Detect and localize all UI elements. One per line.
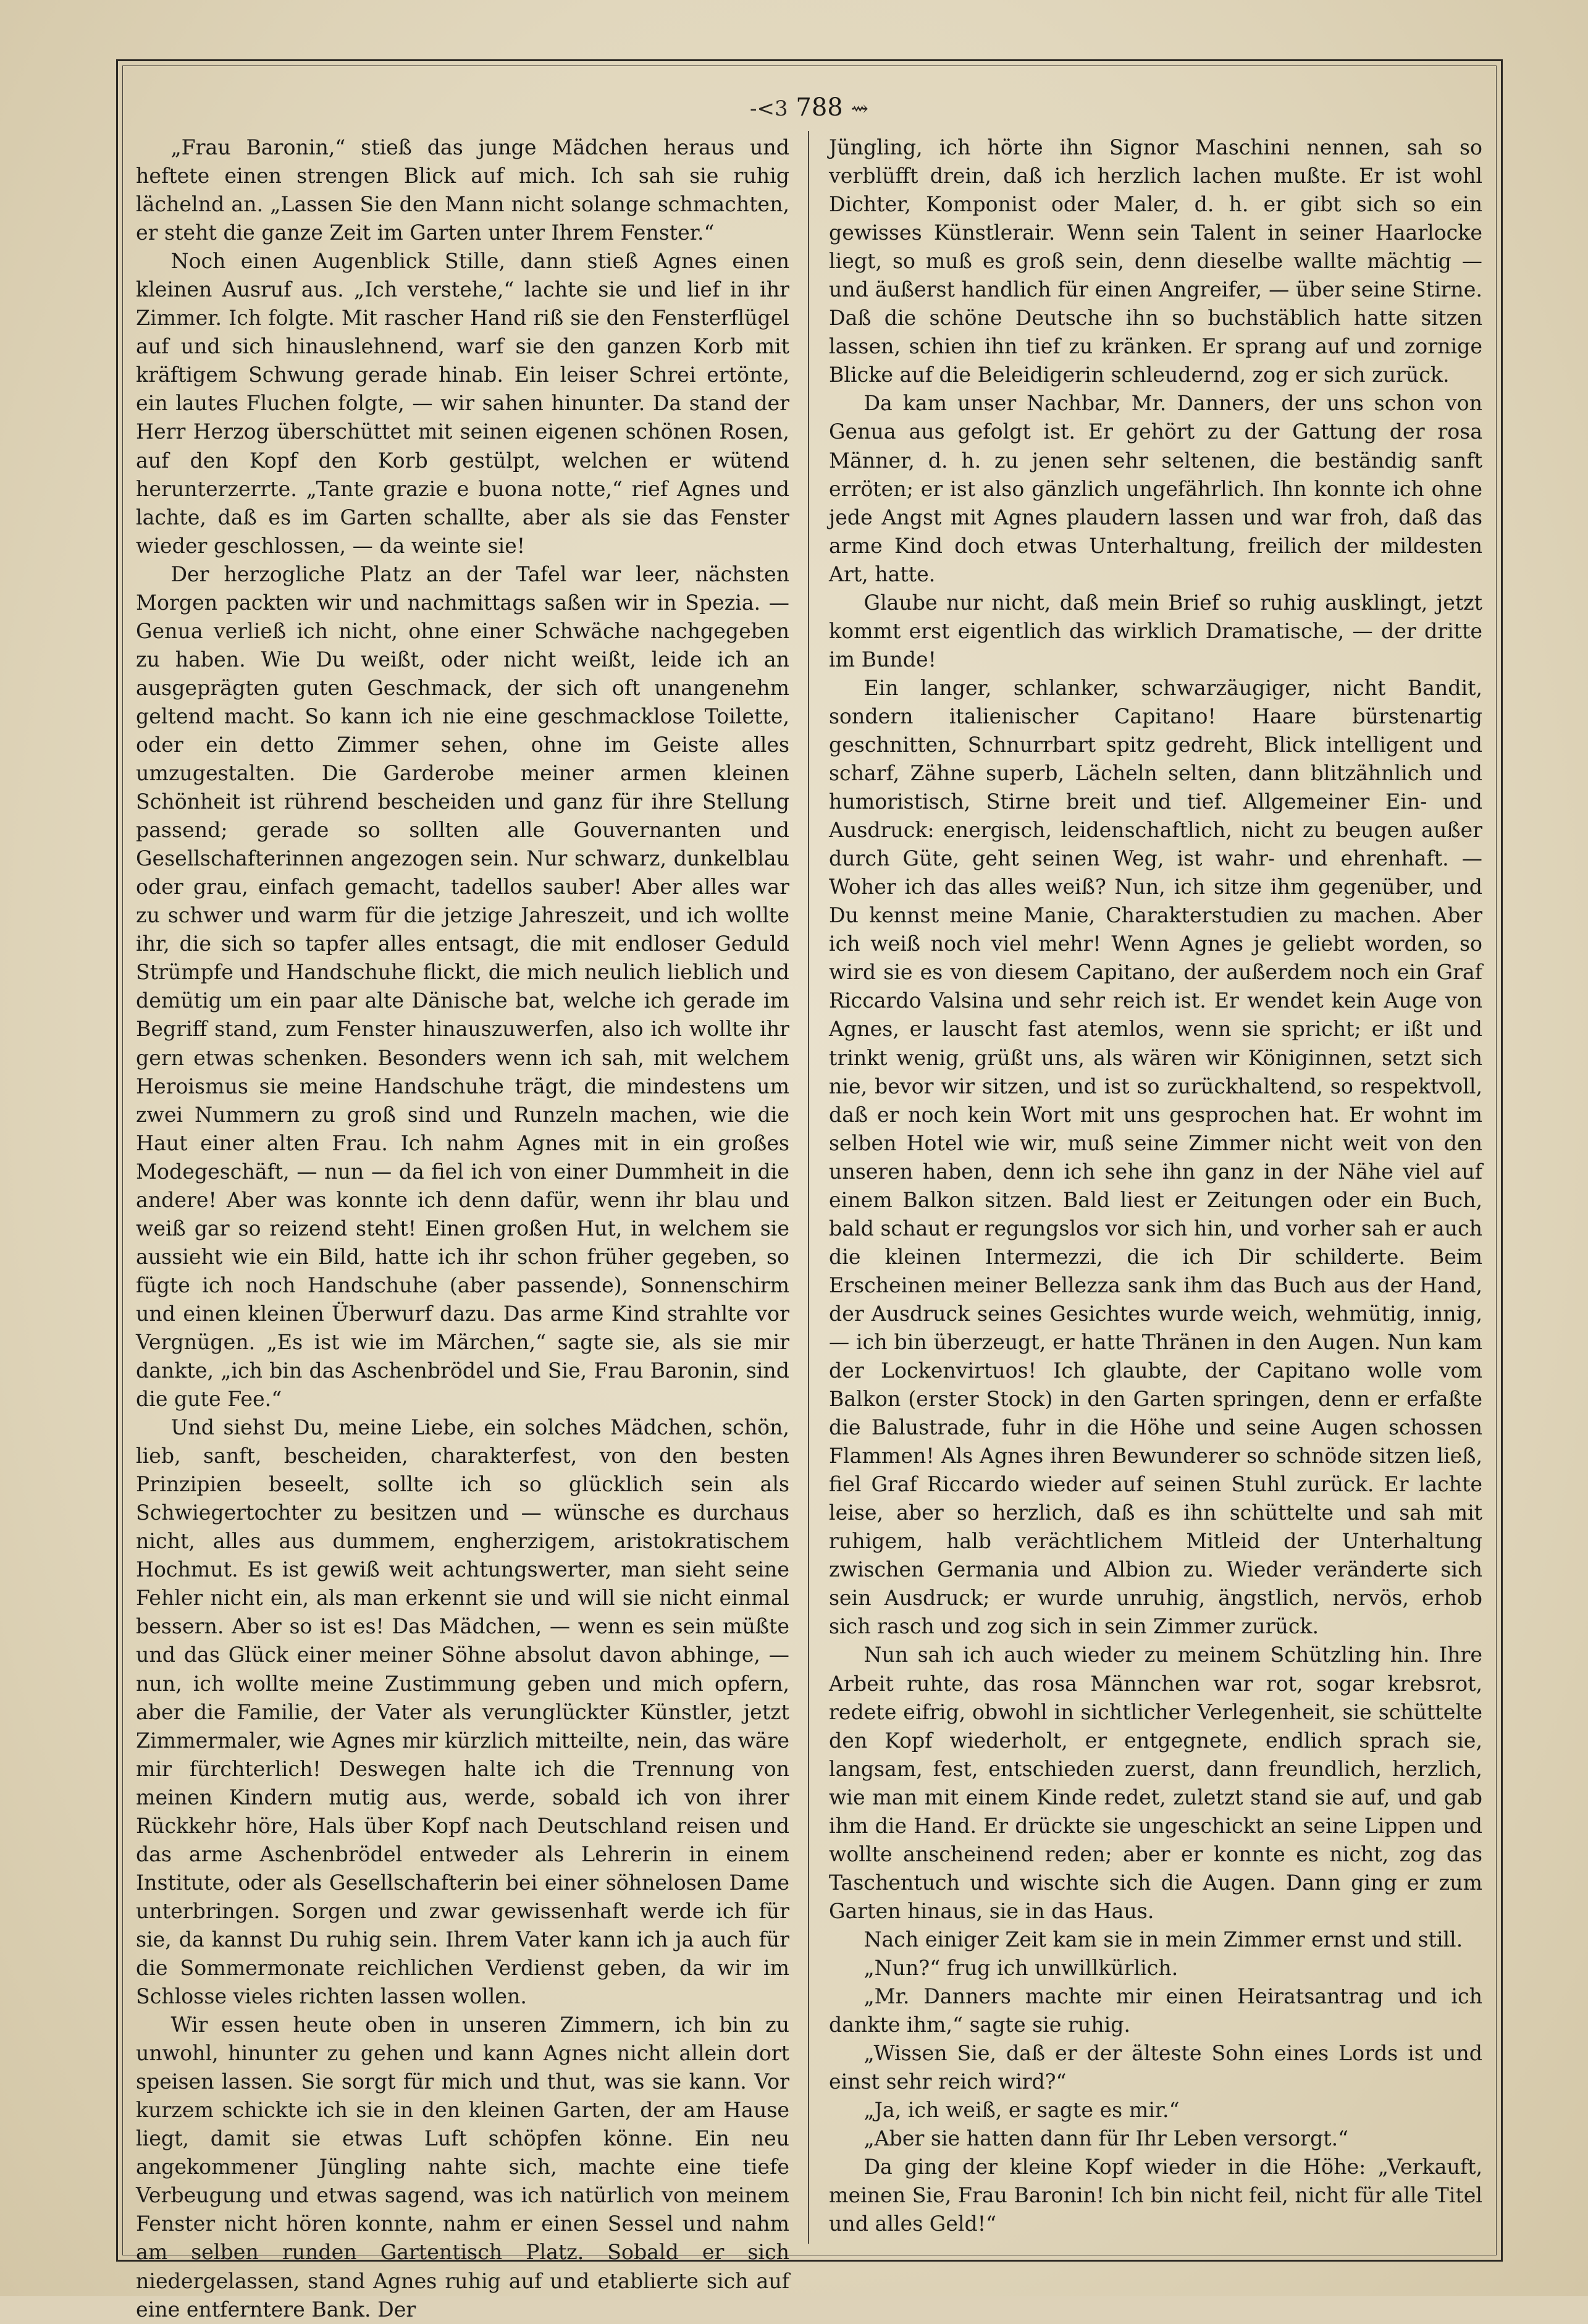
paragraph: Glaube nur nicht, daß mein Brief so ruhig ausklingt, jetzt kommt erst eigentlich das wirklich Dramatische, — der dritte im Bunde!: [829, 590, 1482, 672]
paragraph-continued: Jüngling, ich hörte ihn Signor Maschini nennen, sah so verblüfft drein, daß ich herzlich lachen mußte. Er ist wohl Dichter, Komponist oder Maler, d. h. er gibt sich so ein gewisses Künstlerair. Wenn sein Talent in seiner Haarlocke liegt, so muß es groß sein, denn dieselbe wallte mächtig — und äußerst handlich für einen Angreifer, — über seine Stirne. Daß die schöne Deutsche ihn so buchstäblich hatte sitzen lassen, schien ihn tief zu kränken. Er sprang auf und zornige Blicke auf die Beleidigerin schleudernd, zog er sich zurück.: [829, 135, 1482, 387]
page-header: [686, 88, 933, 127]
paragraph: Da kam unser Nachbar, Mr. Danners, der uns schon von Genua aus gefolgt ist. Er gehört zu der Gattung der rosa Männer, d. h. zu jenen sehr seltenen, die beständig sanft erröten; er ist also gänzlich ungefährlich. Ihn konnte ich ohne jede Angst mit Agnes plaudern lassen und war froh, daß das arme Kind doch etwas Unterhaltung, freilich der mildesten Art, hatte.: [829, 391, 1482, 586]
paragraph: Der herzogliche Platz an der Tafel war leer, nächsten Morgen packten wir und nachmittags saßen wir in Spezia. — Genua verließ ich nicht, ohne einer Schwäche nachgegeben zu haben. Wie Du weißt, oder nicht weißt, leide ich an ausgeprägten guten Geschmack, der sich oft unangenehm geltend macht. So kann ich nie eine geschmacklose Toilette, oder ein detto Zimmer sehen, ohne im Geiste alles umzugestalten. Die Garderobe meiner armen kleinen Schönheit ist rührend bescheiden und ganz für ihre Stellung passend; gerade so sollten alle Gouvernanten und Gesellschafterinnen angezogen sein. Nur schwarz, dunkelblau oder grau, einfach gemacht, tadellos sauber! Aber alles war zu schwer und warm für die jetzige Jahreszeit, und ich wollte ihr, die sich so tapfer alles entsagt, die mit endloser Geduld Strümpfe und Handschuhe flickt, die mich neulich lieblich und demütig um ein paar alte Dänische bat, welche ich gerade im Begriff stand, zum Fenster hinauszuwerfen, also ich wollte ihr gern etwas schenken. Besonders wenn ich sah, mit welchem Heroismus sie meine Handschuhe trägt, die mindestens um zwei Nummern zu groß sind und Runzeln machen, wie die Haut einer alten Frau. Ich nahm Agnes mit in ein großes Modegeschäft, — nun — da fiel ich von einer Dummheit in die andere! Aber was konnte ich denn dafür, wenn ihr blau und weiß gar so reizend steht! Einen großen Hut, in welchem sie aussieht wie ein Bild, hatte ich ihr schon früher gegeben, so fügte ich noch Handschuhe (aber passende), Sonnenschirm und einen kleinen Überwurf dazu. Das arme Kind strahlte vor Vergnügen. „Es ist wie im Märchen,“ sagte sie, als sie mir dankte, „ich bin das Aschenbrödel und Sie, Frau Baronin, sind die gute Fee.“: [136, 562, 789, 1412]
paragraph: Und siehst Du, meine Liebe, ein solches Mädchen, schön, lieb, sanft, bescheiden, charakterfest, von den besten Prinzipien beseelt, sollte ich so glücklich sein als Schwiegertochter zu besitzen und — wünsche es durchaus nicht, alles aus dummem, engherzigem, aristokratischem Hochmut. Es ist gewiß weit achtungswerter, man sieht seine Fehler nicht ein, als man erkennt sie und will sie nicht einmal bessern. Aber so ist es! Das Mädchen, — wenn es sein müßte und das Glück einer meiner Söhne absolut davon abhinge, — nun, ich wollte meine Zustimmung geben und mich opfern, aber die Familie, der Vater als verunglückter Künstler, jetzt Zimmermaler, wie Agnes mir kürzlich mitteilte, nein, das wäre mir fürchterlich! Deswegen halte ich die Trennung von meinen Kindern mutig aus, werde, sobald ich von ihrer Rückkehr höre, Hals über Kopf nach Deutschland reisen und das arme Aschenbrödel entweder als Lehrerin in einem Institute, oder als Gesellschafterin bei einer söhnelosen Dame unterbringen. Sorgen und zwar gewissenhaft werde ich für sie, da kannst Du ruhig sein. Ihrem Vater kann ich ja auch für die Sommermonate reichlichen Verdienst geben, da wir im Schlosse vieles richten lassen wollen.: [136, 1415, 789, 2009]
paragraph: Ein langer, schlanker, schwarzäugiger, nicht Bandit, sondern italienischer Capitano! Haare bürstenartig geschnitten, Schnurrbart spitz gedreht, Blick intelligent und scharf, Zähne superb, Lächeln selten, dann blitzähnlich und humoristisch, Stirne breit und tief. Allgemeiner Ein- und Ausdruck: energisch, leidenschaftlich, nicht zu beugen außer durch Güte, geht seinen Weg, ist wahr- und ehrenhaft. — Woher ich das alles weiß? Nun, ich sitze ihm gegenüber, und Du kennst meine Manie, Charakterstudien zu machen. Aber ich weiß noch viel mehr! Wenn Agnes je geliebt worden, so wird sie es von diesem Capitano, der außerdem noch ein Graf Riccardo Valsina und sehr reich ist. Er wendet kein Auge von Agnes, er lauscht fast atemlos, wenn sie spricht; er ißt und trinkt wenig, grüßt uns, als wären wir Königinnen, setzt sich nie, bevor wir sitzen, und ist so zurückhaltend, so respektvoll, daß er noch kein Wort mit uns gesprochen hat. Er wohnt im selben Hotel wie wir, muß seine Zimmer nicht weit von den unseren haben, denn ich sehe ihn ganz in der Nähe viel auf einem Balkon sitzen. Bald liest er Zeitungen oder ein Buch, bald schaut er regungslos vor sich hin, und vorher sah er auch die kleinen Intermezzi, die ich Dir schilderte. Beim Erscheinen meiner Bellezza sank ihm das Buch aus der Hand, der Ausdruck seines Gesichtes wurde weich, wehmütig, innig, — ich bin überzeugt, er hatte Thränen in den Augen. Nun kam der Lockenvirtuos! Ich glaubte, der Capitano wolle vom Balkon (erster Stock) in den Garten springen, denn er erfaßte die Balustrade, fuhr in die Höhe und seine Augen schossen Flammen! Als Agnes ihren Bewunderer so schnöde sitzen ließ, fiel Graf Riccardo wieder auf seinen Stuhl zurück. Er lachte leise, aber so herzlich, daß es ihn schüttelte und sah mit ruhigem, halb verächtlichem Mitleid der Unterhaltung zwischen Germania und Albion zu. Wieder veränderte sich sein Ausdruck; er wurde unruhig, ängstlich, nervös, erhob sich rasch und zog sich in sein Zimmer zurück.: [829, 675, 1482, 1639]
paragraph: Nun sah ich auch wieder zu meinem Schützling hin. Ihre Arbeit ruhte, das rosa Männchen war rot, sogar krebsrot, redete eifrig, obwohl in sichtlicher Verlegenheit, sie schüttelte den Kopf wiederholt, er entgegnete, endlich sprach sie, langsam, fest, entschieden zuerst, dann freundlich, herzlich, wie man mit einem Kinde redet, zuletzt stand sie auf, und gab ihm die Hand. Er drückte sie ungeschickt an seine Lippen und wollte anscheinend reden; aber er konnte es nicht, zog das Taschentuch und wischte sich die Augen. Dann ging er zum Garten hinaus, sie in das Haus.: [829, 1643, 1482, 1923]
page-number: 788: [796, 93, 843, 122]
ornament-left-icon: -<3: [750, 96, 788, 121]
paragraph: „Frau Baronin,“ stieß das junge Mädchen heraus und heftete einen strengen Blick auf mich. Ich sah sie ruhig lächelnd an. „Lassen Sie den Mann nicht solange schmachten, er steht die ganze Zeit im Garten unter Ihrem Fenster.“: [136, 135, 789, 245]
paragraph: Nach einiger Zeit kam sie in mein Zimmer ernst und still.: [863, 1927, 1463, 1951]
paragraph: „Aber sie hatten dann für Ihr Leben versorgt.“: [863, 2126, 1349, 2151]
paragraph: Noch einen Augenblick Stille, dann stieß Agnes einen kleinen Ausruf aus. „Ich verstehe,“ lachte sie und lief in ihr Zimmer. Ich folgte. Mit rascher Hand riß sie den Fensterflügel auf und sich hinauslehnend, warf sie den ganzen Korb mit kräftigem Schwung gerade hinab. Ein leiser Schrei ertönte, ein lautes Fluchen folgte, — wir sahen hinunter. Da stand der Herr Herzog überschüttet mit seinen eigenen schönen Rosen, auf den Kopf den Korb gestülpt, welchen er wütend herunterzerrte. „Tante grazie e buona notte,“ rief Agnes und lachte, daß es im Garten schallte, aber als sie das Fenster wieder geschlossen, — da weinte sie!: [136, 249, 789, 558]
column-divider: [808, 131, 809, 2244]
paragraph: „Ja, ich weiß, er sagte es mir.“: [863, 2098, 1180, 2123]
paragraph: „Nun?“ frug ich unwillkürlich.: [863, 1956, 1178, 1980]
column-left: [136, 133, 789, 2324]
paragraph: „Mr. Danners machte mir einen Heiratsantrag und ich dankte ihm,“ sagte sie ruhig.: [829, 1984, 1482, 2037]
paragraph: „Wissen Sie, daß er der älteste Sohn eines Lords ist und einst sehr reich wird?“: [829, 2041, 1482, 2094]
paragraph: Da ging der kleine Kopf wieder in die Höhe: „Verkauft, meinen Sie, Frau Baronin! Ich bin nicht feil, nicht für alle Titel und alles Geld!“: [829, 2155, 1482, 2236]
paragraph: Wir essen heute oben in unseren Zimmern, ich bin zu unwohl, hinunter zu gehen und kann Agnes nicht allein dort speisen lassen. Sie sorgt für mich und thut, was sie kann. Vor kurzem schickte ich sie in den kleinen Garten, der am Hause liegt, damit sie etwas Luft schöpfen könne. Ein neu angekommener Jüngling nahte sich, machte eine tiefe Verbeugung und etwas sagend, was ich natürlich von meinem Fenster nicht hören konnte, nahm er einen Sessel und nahm am selben runden Gartentisch Platz. Sobald er sich niedergelassen, stand Agnes ruhig auf und etablierte sich auf eine entferntere Bank. Der: [136, 2013, 789, 2322]
ornament-right-icon: ⇝: [851, 96, 868, 121]
column-right: [829, 133, 1482, 2238]
